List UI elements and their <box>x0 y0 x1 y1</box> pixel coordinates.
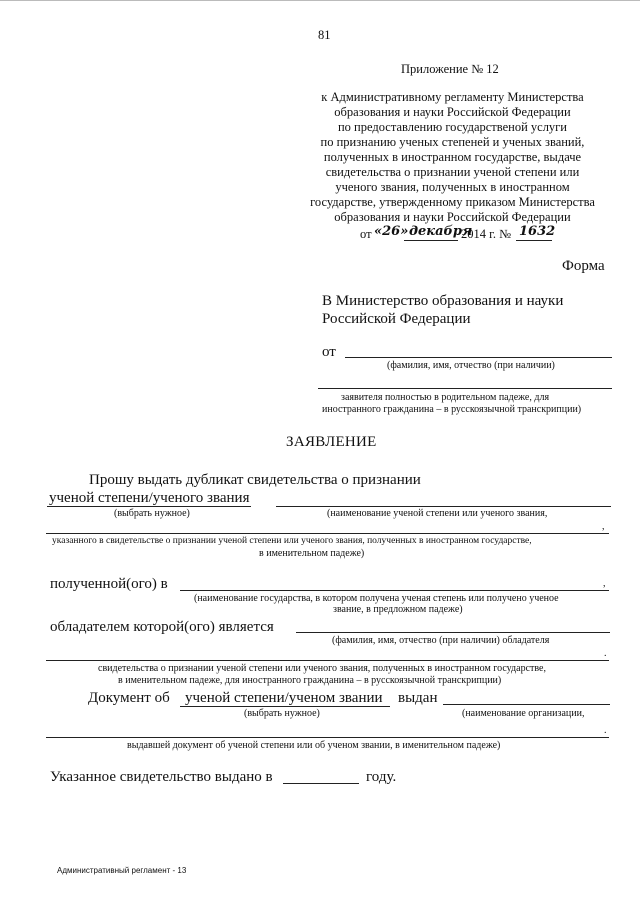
issue-year-line[interactable] <box>283 783 359 784</box>
degree-name-line[interactable] <box>276 506 611 507</box>
addressee-line-2: Российской Федерации <box>322 311 471 327</box>
issuer-hint: выдавшей документ об ученой степени или об ученом звании, в именительном падеже) <box>127 740 501 751</box>
choice-degree-about-hint: (выбрать нужное) <box>244 708 320 719</box>
cert-hint-line-1: свидетельства о признании ученой степени или ученого звания, полученных в иностранном государстве, <box>98 663 546 674</box>
order-number-underline <box>516 240 552 241</box>
issued-label: выдан <box>398 690 438 706</box>
organization-line-2[interactable] <box>46 737 609 738</box>
addressee-line-1: В Министерство образования и науки <box>322 293 564 309</box>
holder-name-line[interactable] <box>296 632 610 633</box>
holder-name-line-2[interactable] <box>46 660 609 661</box>
received-in-label: полученной(ого) в <box>50 576 168 592</box>
date-year: 2014 г. № <box>461 227 512 241</box>
footer-text: Административный регламент - 13 <box>57 866 187 875</box>
dot-2: . <box>604 725 607 736</box>
state-hint-line-2: звание, в предложном падеже) <box>333 604 463 615</box>
organization-line[interactable] <box>443 704 610 705</box>
date-from-label: от <box>360 227 372 241</box>
holder-label: обладателем которой(ого) является <box>50 619 274 635</box>
form-label: Форма <box>562 258 605 274</box>
comma-2: , <box>603 578 606 589</box>
holder-name-hint: (фамилия, имя, отчество (при наличии) обладателя <box>332 635 550 646</box>
choice-degree-about: ученой степени/ученом звании <box>185 690 383 706</box>
doc-about-label: Документ об <box>88 690 170 706</box>
page-number: 81 <box>318 28 331 42</box>
appendix-line-3: по предоставлению государственой услуги <box>337 120 567 134</box>
choice-degree-about-underline <box>180 706 390 707</box>
degree-name-hint: (наименование ученой степени или ученого звания, <box>327 508 548 519</box>
dot-1: . <box>604 648 607 659</box>
degree-name-line-2[interactable] <box>46 533 609 534</box>
appendix-line-1: к Административному регламенту Министерства <box>321 90 584 104</box>
statement-heading: ЗАЯВЛЕНИЕ <box>286 434 377 450</box>
issued-in-label: Указанное свидетельство выдано в <box>50 769 273 785</box>
choice-degree-title: ученой степени/ученого звания <box>49 490 250 506</box>
organization-hint: (наименование организации, <box>462 708 585 719</box>
appendix-line-7: ученого звания, полученных в иностранном <box>335 180 570 194</box>
specified-hint-line-1: указанного в свидетельстве о признании ученой степени или ученого звания, полученных в иностранном государстве, <box>52 536 532 546</box>
from-label: от <box>322 344 336 360</box>
page-top-edge <box>0 0 640 1</box>
choice-degree-hint: (выбрать нужное) <box>114 508 190 519</box>
appendix-line-9: образования и науки Российской Федерации <box>334 210 571 224</box>
state-name-line[interactable] <box>180 590 609 591</box>
choice-degree-underline <box>47 506 251 507</box>
appendix-line-4: по признанию ученых степеней и ученых званий, <box>320 135 585 149</box>
applicant-name-line[interactable] <box>345 357 612 358</box>
order-number: 1632 <box>519 224 556 239</box>
appendix-line-5: полученных в иностранном государстве, выдаче <box>323 150 582 164</box>
appendix-title: Приложение № 12 <box>401 62 499 76</box>
date-day: «26» <box>374 224 409 239</box>
applicant-hint-line-1: заявителя полностью в родительном падеже, для <box>341 392 550 403</box>
applicant-name-hint: (фамилия, имя, отчество (при наличии) <box>387 360 555 371</box>
cert-hint-line-2: в именительном падеже, для иностранного гражданина – в русскоязычной транскрипции) <box>118 675 502 686</box>
applicant-hint-line-2: иностранного гражданина – в русскоязычной транскрипции) <box>322 404 582 415</box>
specified-hint-line-2: в именительном падеже) <box>259 548 365 559</box>
appendix-line-6: свидетельства о признании ученой степени или <box>325 165 580 179</box>
request-text: Прошу выдать дубликат свидетельства о признании <box>89 472 421 488</box>
date-month-underline <box>404 240 458 241</box>
appendix-line-2: образования и науки Российской Федерации <box>334 105 571 119</box>
appendix-line-8: государстве, утвержденному приказом Министерства <box>310 195 595 209</box>
comma-1: , <box>602 521 605 532</box>
year-label: году. <box>366 769 397 785</box>
state-hint-line-1: (наименование государства, в котором получена ученая степень или получено ученое <box>194 593 559 604</box>
applicant-name-line-2[interactable] <box>318 388 612 389</box>
date-month: декабря <box>409 224 473 239</box>
